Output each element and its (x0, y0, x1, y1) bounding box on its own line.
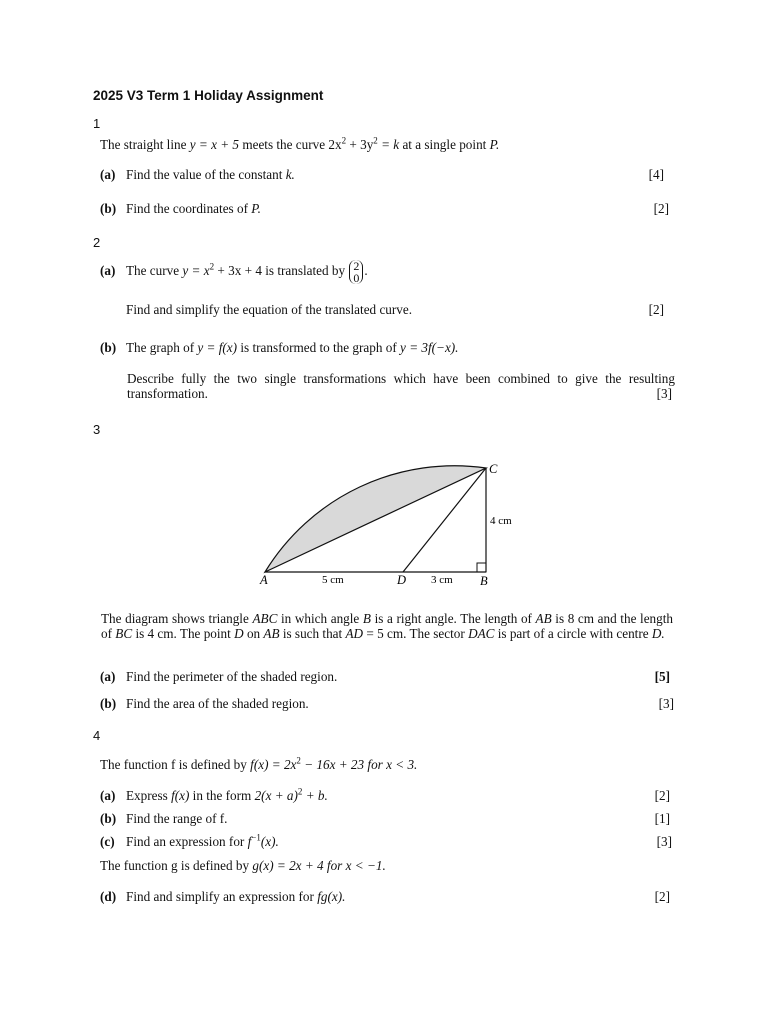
q4-part-b: (b) Find the range of f. (100, 811, 228, 826)
length-ad: 5 cm (322, 574, 344, 586)
q1-part-a: (a) Find the value of the constant k. (100, 167, 295, 182)
label-b: B (480, 574, 488, 588)
q1-stem: The straight line y = x + 5 meets the curve $2x^2 + 3y^2 = k$ at a single point P. (100, 135, 500, 152)
question-number-2: 2 (93, 235, 101, 250)
length-db: 3 cm (431, 574, 453, 586)
question-number-3: 3 (93, 422, 101, 437)
q4-stem: The function f is defined by $f(x) = 2x^2 - 16x + 23$ for x < 3. (100, 755, 418, 772)
q2-a-instruction: Find and simplify the equation of the translated curve. (126, 302, 413, 317)
q4-a-marks: [2] (654, 788, 670, 803)
q1-b-marks: [2] (653, 201, 669, 216)
q2-b-instruction: Describe fully the two single transformations which have been combined to give the resulting transformation. (127, 371, 675, 401)
q1-part-b: (b) Find the coordinates of P. (100, 201, 261, 216)
q3-part-a: (a) Find the perimeter of the shaded region. (100, 669, 338, 684)
length-bc: 4 cm (490, 515, 512, 527)
q4-part-a: (a) Express f(x) in the form $2(x + a)^2 + b$. (100, 786, 328, 803)
label-c: C (489, 462, 498, 476)
question-number-1: 1 (93, 116, 101, 131)
q2-b-marks: [3] (656, 386, 672, 401)
q4-d-marks: [2] (654, 889, 670, 904)
q4-part-d: (d) Find and simplify an expression for fg(x). (100, 889, 346, 904)
q4-part-c: (c) Find an expression for $f^{-1}(x)$. (100, 832, 279, 849)
q2-part-b: (b) The graph of y = f(x) is transformed to the graph of y = 3f(−x). (100, 340, 459, 355)
label-d: D (397, 573, 407, 587)
q1-a-marks: [4] (648, 167, 664, 182)
q3-part-b: (b) Find the area of the shaded region. (100, 696, 309, 711)
q3-description: The diagram shows triangle ABC in which angle B is a right angle. The length of AB is 8 cm and the length of BC is 4 cm. The point D on AB is such that AD = 5 cm. The sector DAC is part of a circle with centre D. (101, 611, 674, 641)
shaded-segment (265, 466, 486, 572)
translation-vector: 2 0 (349, 260, 363, 284)
q4-b-marks: [1] (654, 811, 670, 826)
q4-g-definition: The function g is defined by g(x) = 2x + 4 for x < −1. (100, 858, 386, 873)
right-angle-marker (477, 563, 486, 572)
q2-part-a: (a) The curve $y = x^2 + 3x + 4$ is translated by 2 0 . (100, 259, 368, 285)
q4-c-marks: [3] (656, 834, 672, 849)
q3-a-marks: [5] (654, 669, 670, 684)
q2-a-marks: [2] (648, 302, 664, 317)
page-title: 2025 V3 Term 1 Holiday Assignment (93, 88, 324, 103)
label-a: A (260, 573, 268, 587)
question-number-4: 4 (93, 728, 101, 743)
q3-b-marks: [3] (658, 696, 674, 711)
